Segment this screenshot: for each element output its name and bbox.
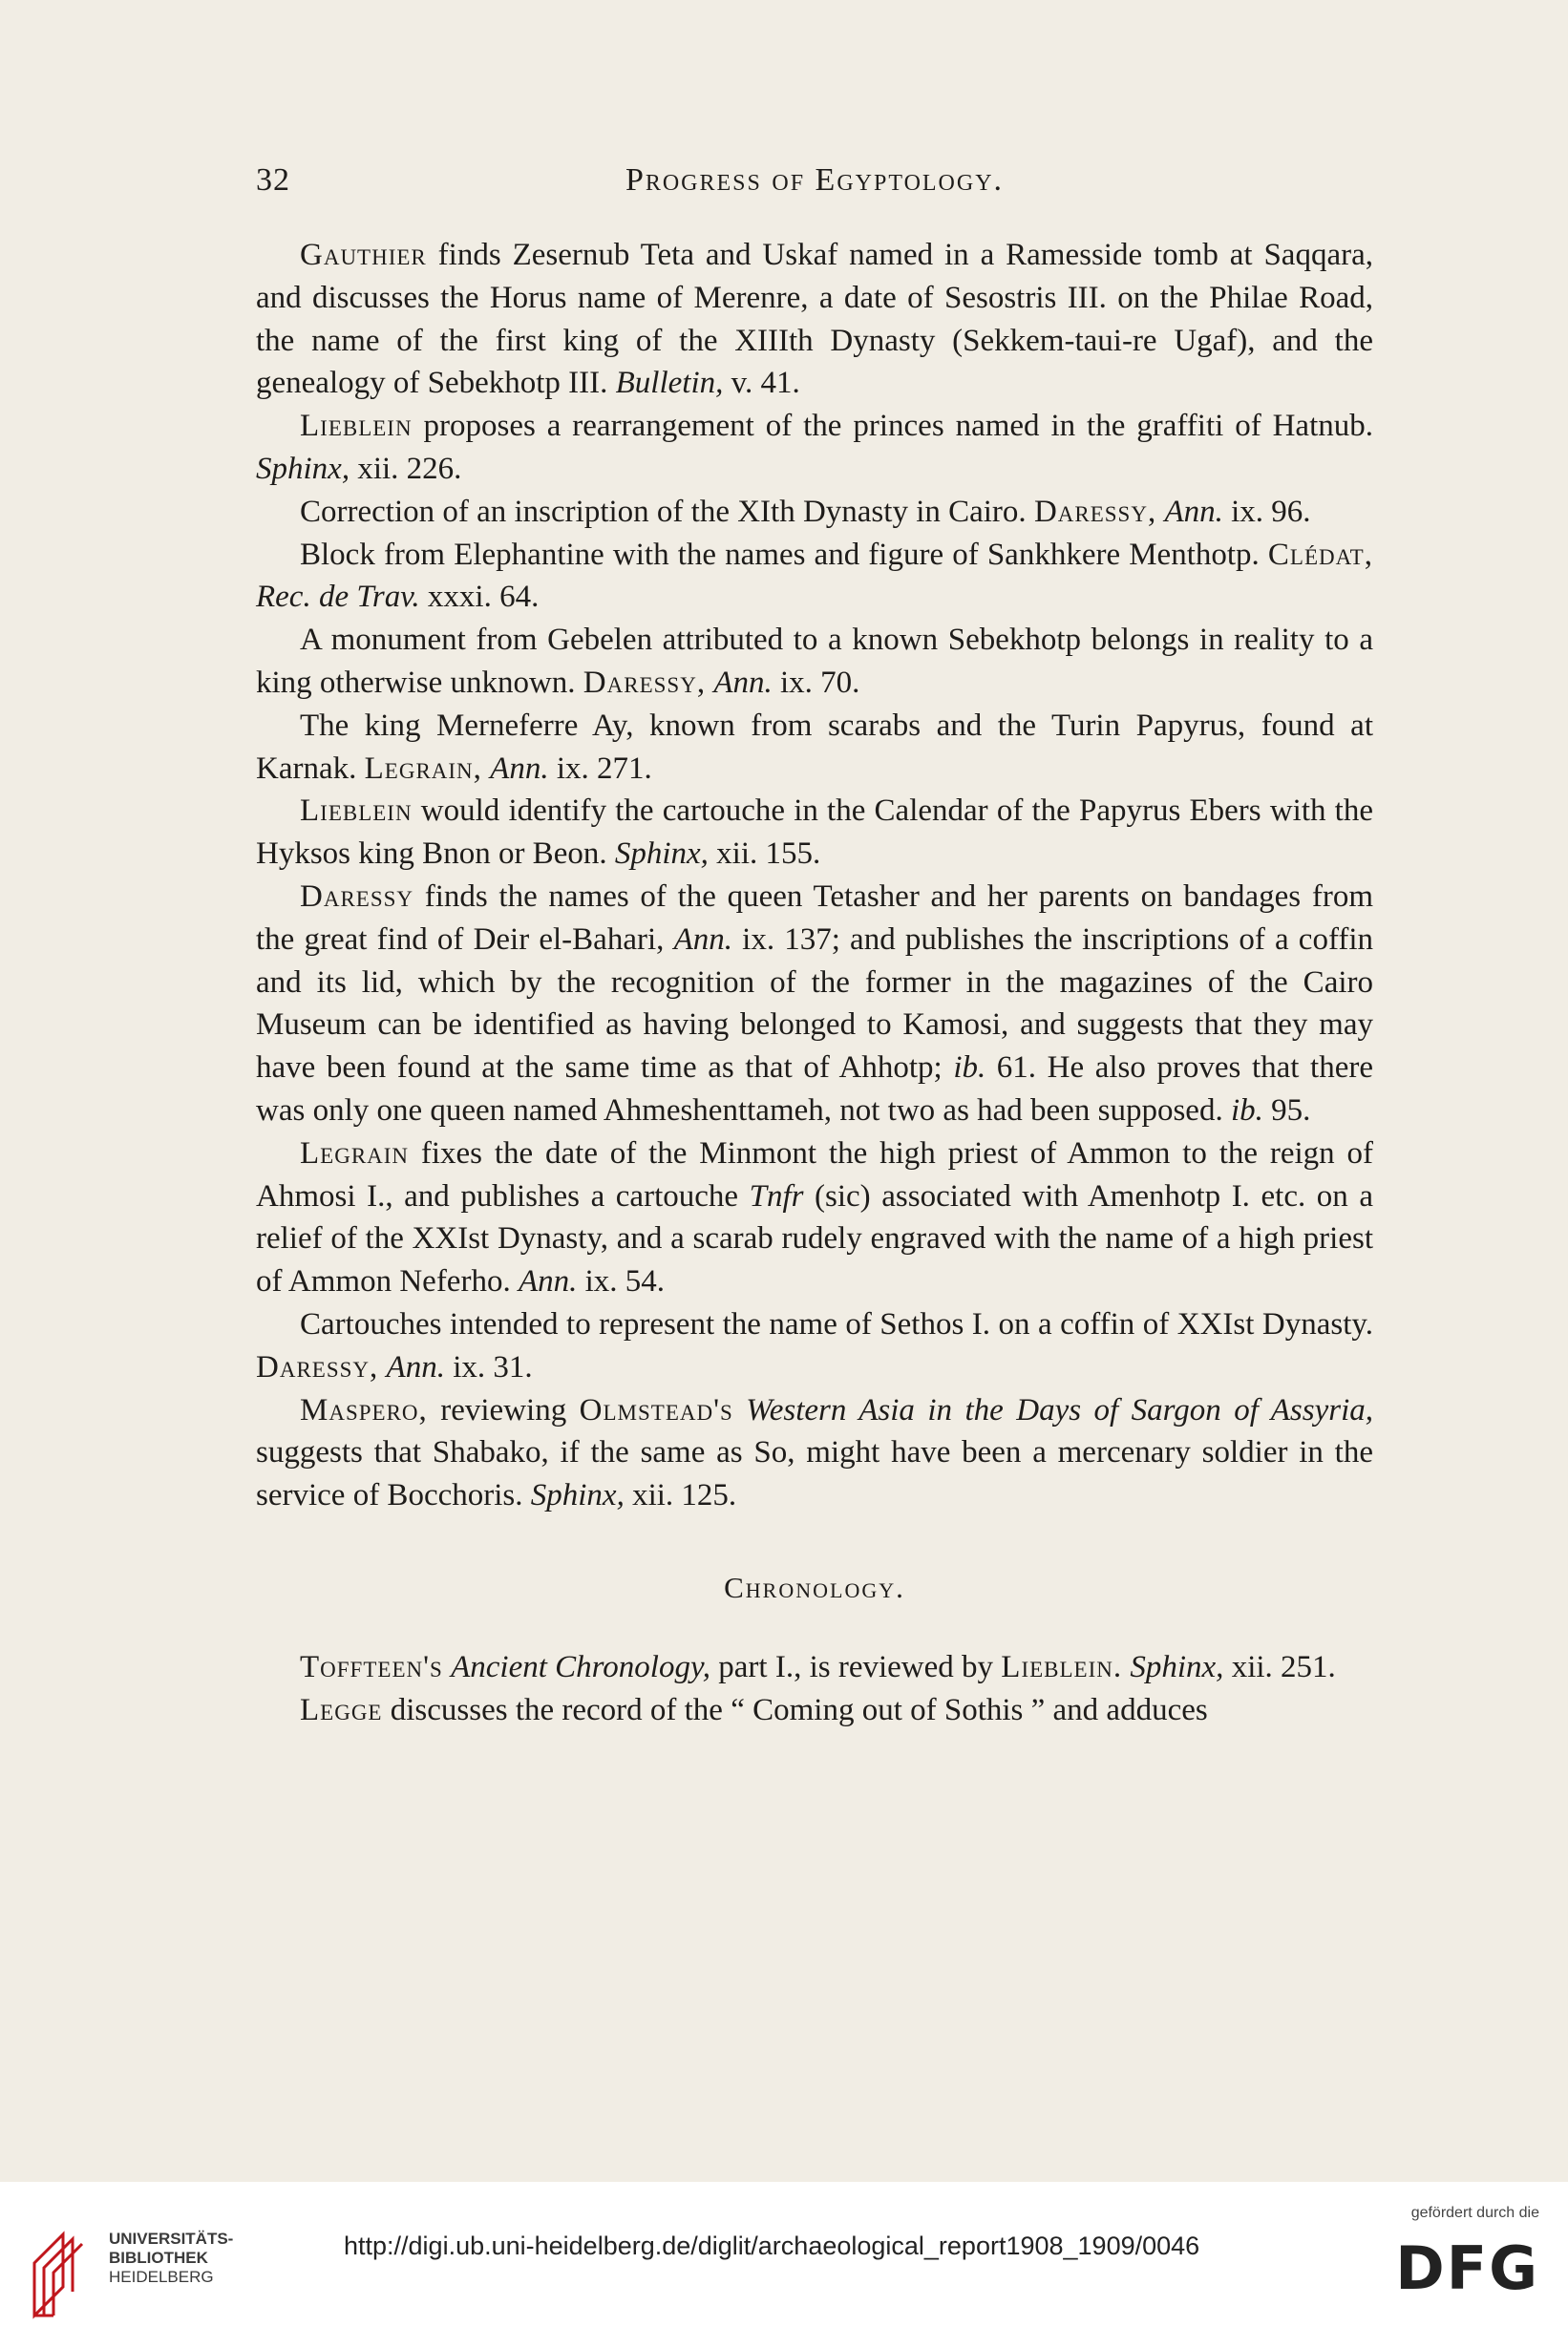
author-name: Maspero,: [300, 1392, 428, 1428]
citation-italic: Ann.: [713, 665, 773, 700]
library-name-line2: BIBLIOTHEK: [109, 2249, 208, 2267]
library-name-line1: UNIVERSITÄTS-: [109, 2230, 234, 2248]
author-name: Daressy: [300, 878, 414, 914]
citation-italic: Western Asia in the Days of Sargon of Assyria,: [746, 1392, 1374, 1428]
paragraph: [256, 1303, 1373, 1389]
paragraph: [256, 405, 1373, 491]
text-run: The king Merneferre Ay, known from scarabs and the Turin Papyrus, found at Karnak.: [256, 708, 1373, 786]
author-name: Gauthier: [300, 238, 427, 272]
text-run: [378, 1350, 386, 1385]
citation-italic: ib.: [1230, 1092, 1263, 1128]
text-run: 61. He also proves that there was only one queen named Ahmeshenttameh, not two as had been supposed.: [256, 1050, 1373, 1128]
text-run: ix. 271.: [548, 751, 652, 786]
text-run: ix. 54.: [577, 1264, 666, 1300]
paragraph: [256, 534, 1373, 620]
citation-italic: Sphinx,: [614, 836, 709, 872]
running-head: [256, 153, 1373, 210]
text-run: finds the names of the queen Tetasher and her parents on bandages from the great find of Deir el-Bahari,: [256, 878, 1373, 957]
citation-italic: Rec. de Trav.: [256, 580, 420, 615]
body-text: [256, 234, 1373, 1731]
digitization-footer: [0, 2182, 1568, 2348]
text-run: proposes a rearrangement of the princes named in the graffiti of Hatnub.: [412, 409, 1373, 444]
paragraph: [256, 705, 1373, 791]
citation-italic: Ann.: [518, 1264, 578, 1300]
citation-italic: Ann.: [386, 1349, 445, 1385]
section-paragraph-list: [256, 1646, 1373, 1732]
author-name: Legrain,: [364, 751, 482, 786]
paragraph: [256, 1132, 1373, 1303]
text-run: 95.: [1262, 1092, 1311, 1128]
text-run: Cartouches intended to represent the name of Sethos I. on a coffin of XXIst Dynasty.: [300, 1306, 1373, 1342]
permalink-url[interactable]: http://digi.ub.uni-heidelberg.de/diglit/archaeological_report1908_1909/0046: [344, 2232, 1200, 2260]
author-name: Toffteen's: [300, 1649, 443, 1684]
university-library-logo: [25, 2220, 264, 2325]
text-run: xii. 155.: [708, 836, 821, 872]
text-run: fixes the date of the Minmont the high priest of Ammon to the reign of Ahmosi I., and publishes a cartouche: [256, 1135, 1373, 1214]
paragraph: [256, 1389, 1373, 1517]
citation-italic: Sphinx,: [256, 451, 350, 486]
author-name: Lieblein: [300, 793, 413, 829]
text-run: ix. 137; and publishes the inscriptions of a coffin and its lid, which by the recognition of the former in the magazines of the Cairo Museum can be identified as having belonged to Kamosi, and suggests that they may have been found at the same time as that of Ahhotp;: [256, 921, 1374, 1086]
text-run: finds Zesernub Teta and Uskaf named in a Ramesside tomb at Saqqara, and discusses the Horus name of Merenre, a date of Sesostris III. on the Philae Road, the name of the first king of the XIIIth Dynasty (Sekkem-taui-re Ugaf), and the genealogy of Sebekhotp III.: [256, 238, 1373, 401]
author-name: Legge: [300, 1692, 383, 1727]
text-run: would identify the cartouche in the Calendar of the Papyrus Ebers with the Hyksos king Bnon or Beon.: [256, 793, 1373, 872]
library-name-line3: HEIDELBERG: [109, 2268, 214, 2286]
paragraph: [256, 1646, 1373, 1689]
citation-italic: Sphinx,: [530, 1478, 625, 1513]
paragraph: [256, 619, 1373, 705]
text-run: xxxi. 64.: [419, 580, 540, 615]
author-name: Clédat,: [1267, 537, 1373, 572]
text-run: reviewing: [427, 1392, 580, 1428]
text-run: A monument from Gebelen attributed to a known Sebekhotp belongs in reality to a king otherwise unknown.: [256, 623, 1373, 700]
citation-italic: Bulletin,: [615, 366, 724, 401]
text-run: (sic) associated with Amenhotp I. etc. on a relief of the XXIst Dynasty, and a scarab rudely engraved with the name of a high priest of Ammon Neferho.: [256, 1178, 1373, 1300]
author-name: Lieblein: [300, 409, 413, 444]
author-name: Daressy,: [256, 1349, 379, 1385]
citation-italic: Ancient Chronology,: [451, 1649, 711, 1684]
paragraph: [256, 491, 1373, 534]
text-run: [733, 1393, 746, 1428]
section-heading: Chronology.: [724, 1570, 905, 1604]
text-run: v. 41.: [723, 366, 800, 401]
dfg-logo: [1358, 2205, 1539, 2329]
text-run: xii. 251.: [1223, 1649, 1336, 1684]
text-run: part I., is reviewed by: [710, 1649, 1002, 1684]
paragraph: [256, 1689, 1373, 1732]
text-run: Block from Elephantine with the names and figure of Sankhkere Menthotp.: [300, 537, 1268, 572]
text-run: suggests that Shabako, if the same as So, might have been a mercenary soldier in the service of Bocchoris.: [256, 1435, 1373, 1513]
citation-italic: ib.: [953, 1050, 986, 1086]
text-run: Correction of an inscription of the XIth Dynasty in Cairo.: [300, 494, 1034, 529]
text-run: [482, 751, 490, 786]
author-name: Olmstead's: [579, 1392, 733, 1428]
author-name: Legrain: [300, 1135, 410, 1171]
library-name: [109, 2230, 233, 2287]
dfg-wordmark: DFG: [1395, 2233, 1539, 2303]
citation-italic: Ann.: [490, 751, 549, 786]
library-emblem-icon: [25, 2220, 92, 2325]
text-run: xii. 226.: [350, 451, 462, 486]
text-run: ix. 70.: [772, 665, 860, 700]
paragraph: [256, 790, 1373, 876]
text-run: ix. 31.: [444, 1349, 533, 1385]
author-name: Daressy,: [583, 665, 707, 700]
paragraph: [256, 876, 1373, 1132]
page-number: 32: [256, 162, 290, 198]
author-name: Daressy,: [1033, 494, 1157, 529]
citation-italic: Ann.: [673, 921, 732, 957]
text-run: discusses the record of the “ Coming out of Sothis ” and adduces: [382, 1692, 1208, 1727]
paragraph: [256, 234, 1373, 405]
author-name: Lieblein.: [1001, 1649, 1123, 1684]
text-run: [443, 1650, 451, 1684]
citation-italic: Sphinx,: [1130, 1649, 1224, 1684]
citation-italic: Ann.: [1164, 494, 1223, 529]
funding-label: gefördert durch die: [1410, 2205, 1539, 2221]
text-run: xii. 125.: [624, 1478, 737, 1513]
paragraph-list: [256, 234, 1373, 1517]
text-run: ix. 96.: [1222, 494, 1311, 529]
citation-italic: Tnfr: [749, 1178, 804, 1214]
running-title: Progress of Egyptology.: [625, 162, 1005, 198]
